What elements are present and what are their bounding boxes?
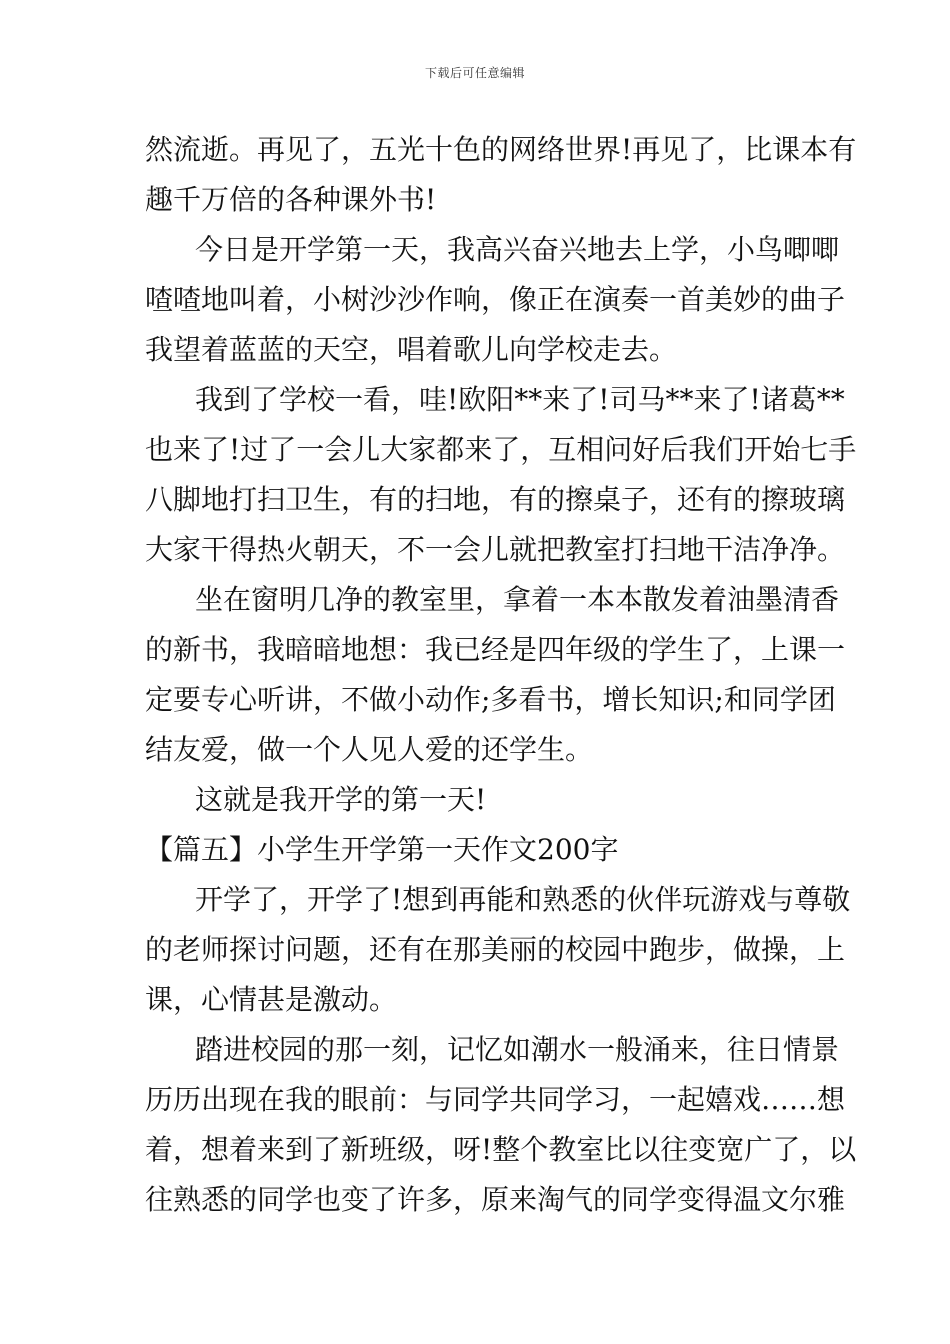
paragraph-first-line: 坐在窗明几净的教室里，拿着一本本散发着油墨清香 bbox=[195, 583, 840, 616]
paragraph-first-line: 今日是开学第一天，我高兴奋兴地去上学，小鸟唧唧 bbox=[195, 233, 840, 266]
paragraph-first-line: 踏进校园的那一刻，记忆如潮水一般涌来，往日情景 bbox=[195, 1033, 840, 1066]
text-line: 课，心情甚是激动。 bbox=[145, 983, 398, 1016]
text-line: 定要专心听讲，不做小动作;多看书，增长知识;和同学团 bbox=[145, 683, 836, 716]
text-line: 着，想着来到了新班级，呀!整个教室比以往变宽广了，以 bbox=[145, 1133, 857, 1166]
text-line: 八脚地打扫卫生，有的扫地，有的擦桌子，还有的擦玻璃 bbox=[145, 483, 846, 516]
text-line: 往熟悉的同学也变了许多，原来淘气的同学变得温文尔雅 bbox=[145, 1183, 846, 1216]
section-heading: 【篇五】小学生开学第一天作文200字 bbox=[145, 833, 619, 866]
text-line: 喳喳地叫着，小树沙沙作响，像正在演奏一首美妙的曲子 bbox=[145, 283, 846, 316]
text-line: 大家干得热火朝天，不一会儿就把教室打扫地干洁净净。 bbox=[145, 533, 846, 566]
text-line: 也来了!过了一会儿大家都来了，互相问好后我们开始七手 bbox=[145, 433, 857, 466]
text-line: 历历出现在我的眼前：与同学共同学习，一起嬉戏……想 bbox=[145, 1083, 846, 1116]
paragraph-first-line: 开学了，开学了!想到再能和熟悉的伙伴玩游戏与尊敬 bbox=[195, 883, 851, 916]
text-line: 趣千万倍的各种课外书! bbox=[145, 183, 437, 216]
text-line: 然流逝。再见了，五光十色的网络世界!再见了，比课本有 bbox=[145, 133, 857, 166]
text-line: 的新书，我暗暗地想：我已经是四年级的学生了，上课一 bbox=[145, 633, 846, 666]
paragraph-first-line: 这就是我开学的第一天! bbox=[195, 783, 487, 816]
paragraph-first-line: 我到了学校一看，哇!欧阳**来了!司马**来了!诸葛** bbox=[195, 383, 845, 416]
page-header: 下载后可任意编辑 bbox=[424, 66, 525, 80]
text-line: 的老师探讨问题，还有在那美丽的校园中跑步，做操，上 bbox=[145, 933, 846, 966]
text-line: 结友爱，做一个人见人爱的还学生。 bbox=[145, 733, 594, 766]
text-line: 我望着蓝蓝的天空，唱着歌儿向学校走去。 bbox=[145, 333, 678, 366]
